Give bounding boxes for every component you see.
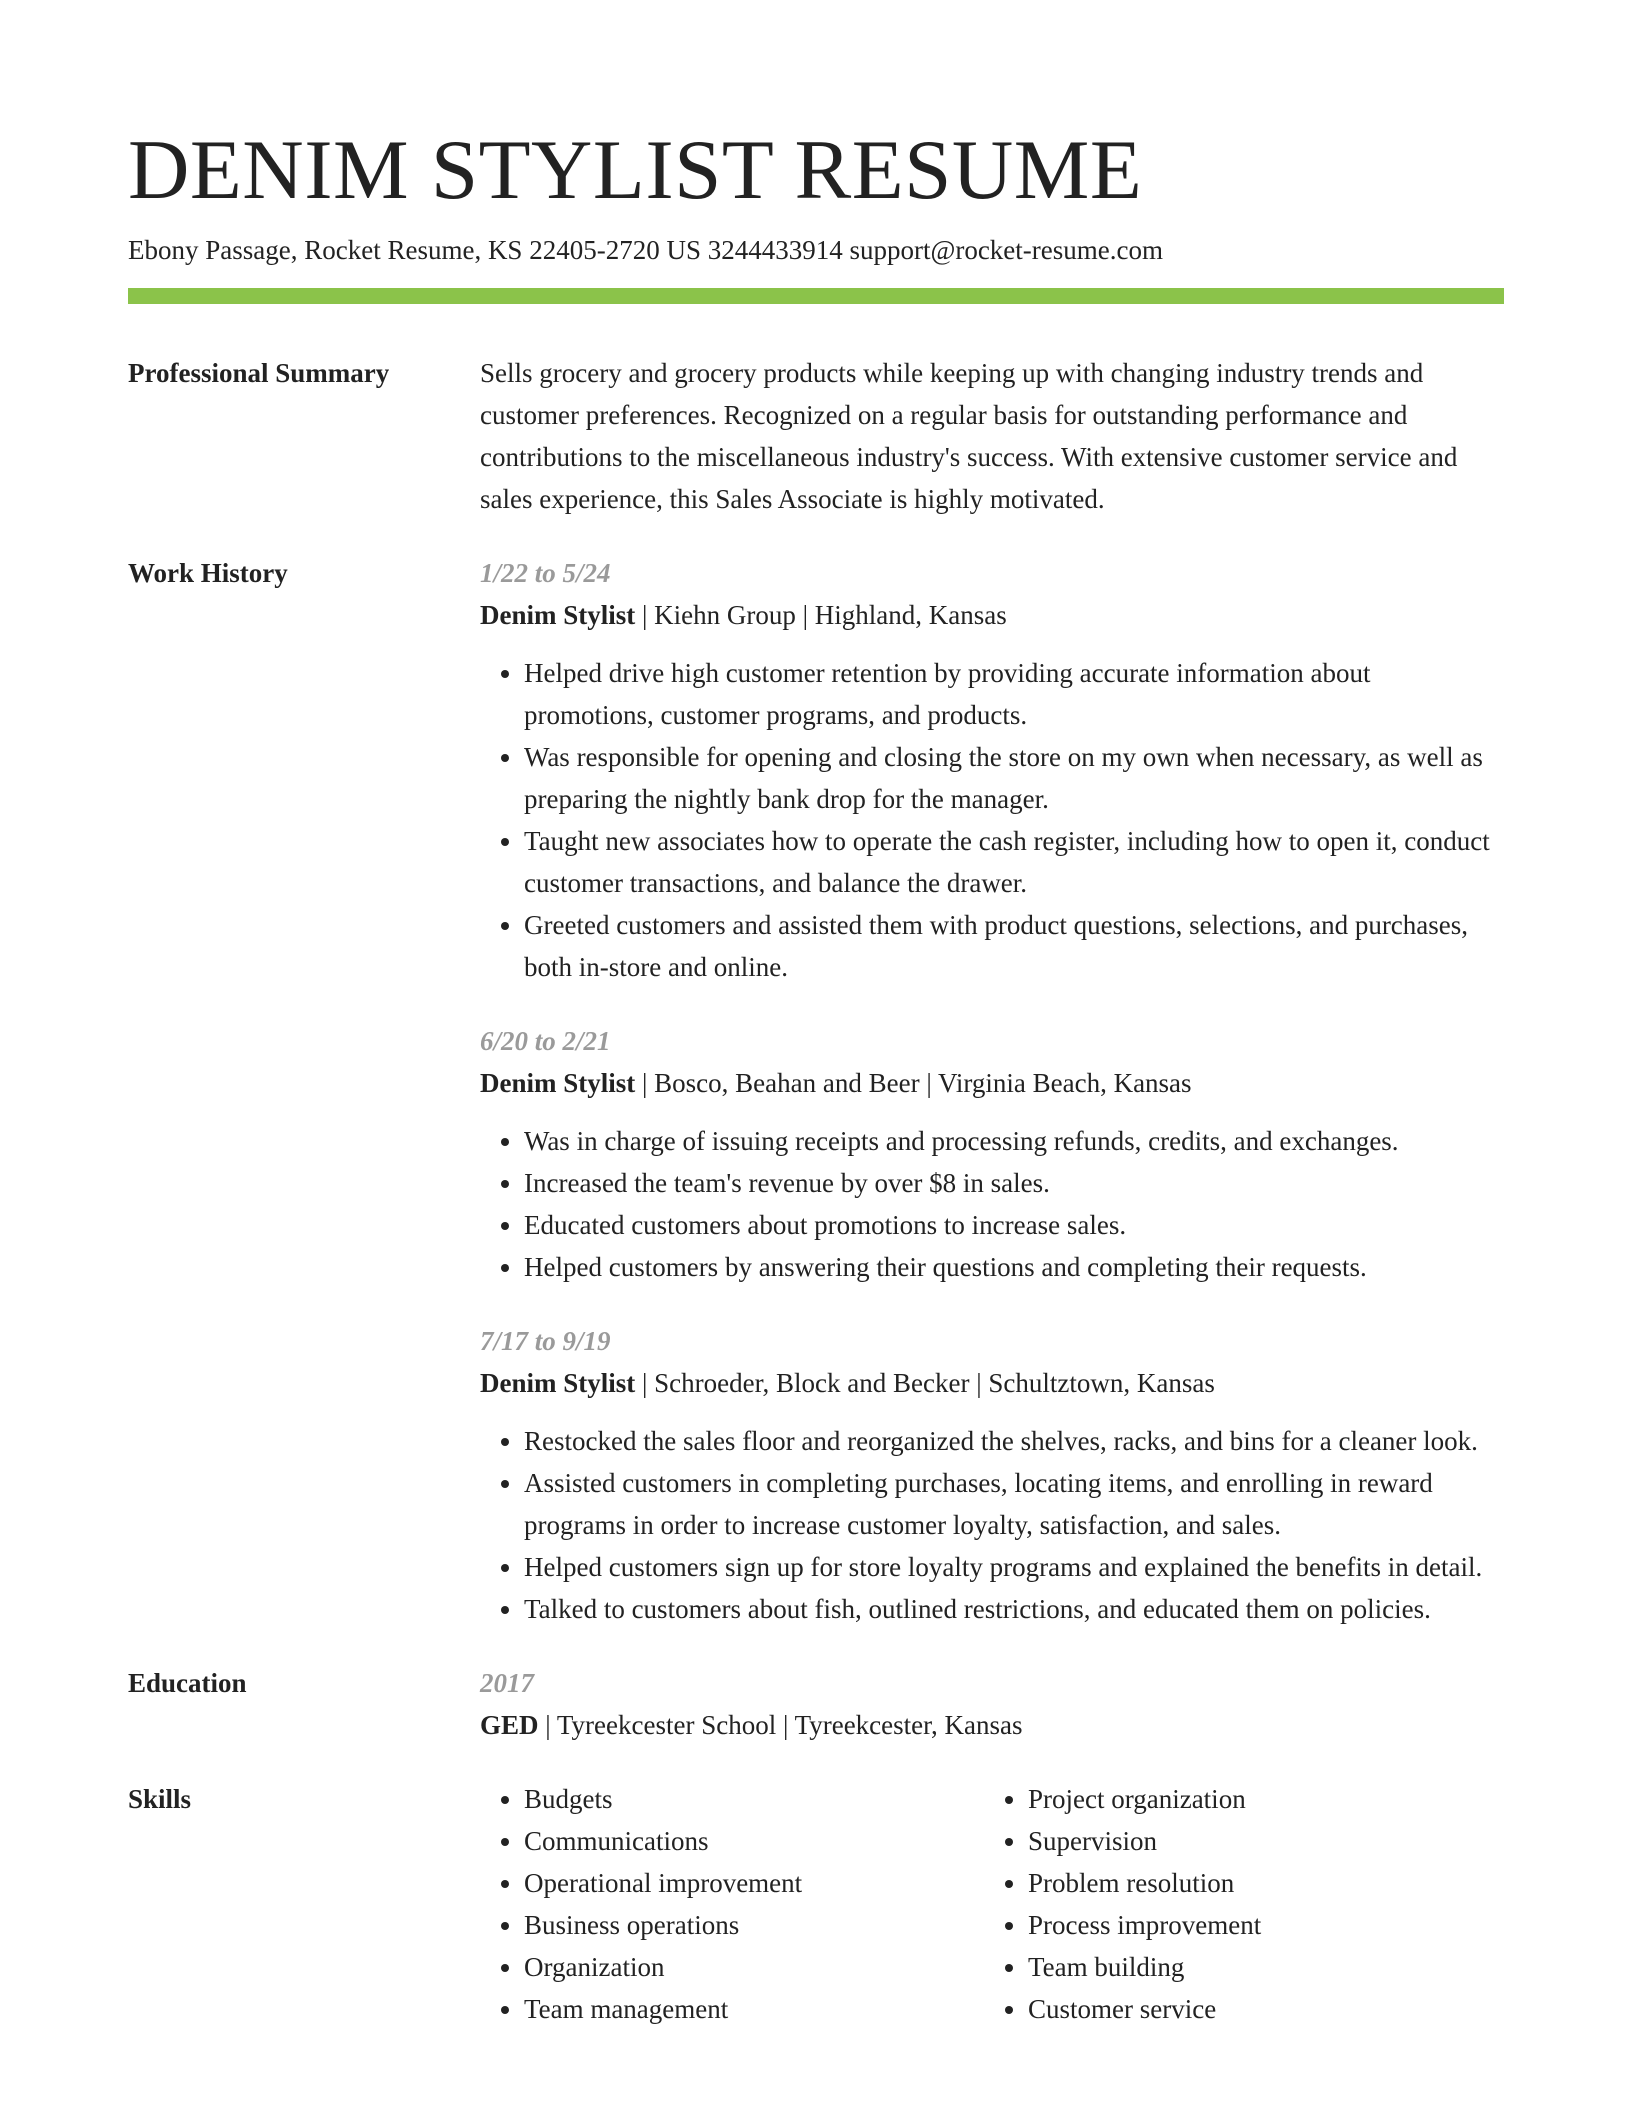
skill-item: • Operational improvement <box>524 1862 984 1904</box>
job-details: | Schroeder, Block and Becker | Schultztown, Kansas <box>635 1368 1215 1398</box>
skill-item: • Project organization <box>1028 1778 1488 1820</box>
education-body <box>480 1662 1504 1746</box>
skills-list-right <box>984 1778 1488 2030</box>
job-role: Denim Stylist <box>480 1368 636 1398</box>
education-section <box>128 1662 1504 1746</box>
job-entry <box>480 1020 1504 1288</box>
skill-item: • Team building <box>1028 1946 1488 1988</box>
skills-label: Skills <box>128 1784 192 1814</box>
job-bullets <box>480 652 1504 988</box>
summary-section <box>128 352 1504 520</box>
job-dates: 7/17 to 9/19 <box>480 1326 611 1356</box>
job-bullets <box>480 1120 1504 1288</box>
job-bullet: • Helped customers sign up for store loyalty programs and explained the benefits in detail. <box>524 1546 1504 1588</box>
work-history-label: Work History <box>128 558 288 588</box>
skills-body <box>480 1778 1504 2030</box>
job-bullet: • Was in charge of issuing receipts and processing refunds, credits, and exchanges. <box>524 1120 1504 1162</box>
summary-label: Professional Summary <box>128 358 390 388</box>
skills-list-left <box>480 1778 984 2030</box>
education-line <box>480 1704 1504 1746</box>
job-bullet: • Helped drive high customer retention by providing accurate information about promotions, customer programs, and products. <box>524 652 1504 736</box>
job-dates: 1/22 to 5/24 <box>480 558 611 588</box>
job-title-line <box>480 1362 1504 1404</box>
skill-item: • Budgets <box>524 1778 984 1820</box>
accent-divider <box>128 288 1504 304</box>
job-details: | Bosco, Beahan and Beer | Virginia Beach, Kansas <box>635 1068 1192 1098</box>
skills-section <box>128 1778 1504 2030</box>
job-title-line <box>480 594 1504 636</box>
job-title-line <box>480 1062 1504 1104</box>
education-date: 2017 <box>480 1668 534 1698</box>
job-bullets <box>480 1420 1504 1630</box>
resume-page <box>128 118 1504 2030</box>
work-history-body <box>480 552 1504 1630</box>
education-details: | Tyreekcester School | Tyreekcester, Kansas <box>538 1710 1023 1740</box>
education-degree: GED <box>480 1710 539 1740</box>
summary-text: Sells grocery and grocery products while keeping up with changing industry trends and customer preferences. Recognized on a regular basis for outstanding performance and contributions to the miscellaneous industry's success. With extensive customer service and sales experience, this Sales Associate is highly motivated. <box>480 358 1458 514</box>
skill-item: • Supervision <box>1028 1820 1488 1862</box>
skill-item: • Process improvement <box>1028 1904 1488 1946</box>
job-bullet: • Taught new associates how to operate the cash register, including how to open it, conduct customer transactions, and balance the drawer. <box>524 820 1504 904</box>
skill-item: • Organization <box>524 1946 984 1988</box>
job-bullet: • Restocked the sales floor and reorganized the shelves, racks, and bins for a cleaner look. <box>524 1420 1504 1462</box>
skill-item: • Problem resolution <box>1028 1862 1488 1904</box>
job-bullet: • Assisted customers in completing purchases, locating items, and enrolling in reward programs in order to increase customer loyalty, satisfaction, and sales. <box>524 1462 1504 1546</box>
job-entry <box>480 1320 1504 1630</box>
work-history-section <box>128 552 1504 1630</box>
job-bullet: • Helped customers by answering their questions and completing their requests. <box>524 1246 1504 1288</box>
job-bullet: • Increased the team's revenue by over $8 in sales. <box>524 1162 1504 1204</box>
skill-item: • Communications <box>524 1820 984 1862</box>
skills-columns <box>480 1778 1504 2030</box>
job-role: Denim Stylist <box>480 1068 636 1098</box>
job-bullet: • Talked to customers about fish, outlined restrictions, and educated them on policies. <box>524 1588 1504 1630</box>
job-entry <box>480 552 1504 988</box>
job-dates: 6/20 to 2/21 <box>480 1026 611 1056</box>
job-role: Denim Stylist <box>480 600 636 630</box>
skill-item: • Business operations <box>524 1904 984 1946</box>
job-bullet: • Greeted customers and assisted them with product questions, selections, and purchases, both in-store and online. <box>524 904 1504 988</box>
contact-line: Ebony Passage, Rocket Resume, KS 22405-2720 US 3244433914 support@rocket-resume.com <box>128 235 1163 265</box>
skill-item: • Team management <box>524 1988 984 2030</box>
education-label: Education <box>128 1668 247 1698</box>
job-details: | Kiehn Group | Highland, Kansas <box>635 600 1007 630</box>
job-bullet: • Was responsible for opening and closing the store on my own when necessary, as well as preparing the nightly bank drop for the manager. <box>524 736 1504 820</box>
skill-item: • Customer service <box>1028 1988 1488 2030</box>
resume-title: DENIM STYLIST RESUME <box>128 123 1143 217</box>
job-bullet: • Educated customers about promotions to increase sales. <box>524 1204 1504 1246</box>
